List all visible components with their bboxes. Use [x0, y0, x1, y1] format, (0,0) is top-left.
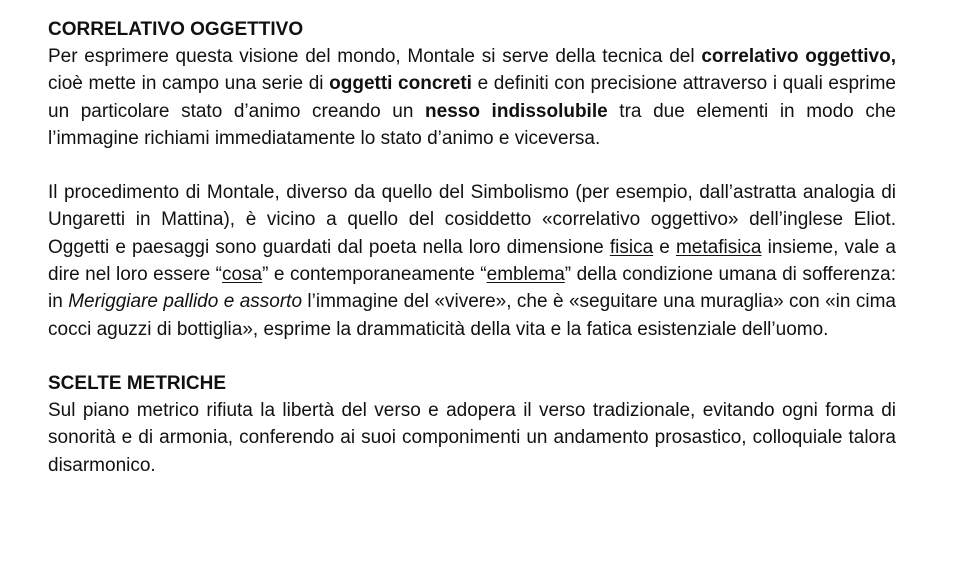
section-heading-metriche: SCELTE METRICHE — [48, 372, 227, 394]
paragraph-procedimento — [48, 179, 896, 343]
paragraph-correlativo-intro — [48, 43, 896, 152]
bold-term-nesso: nesso indissolubile — [425, 100, 608, 122]
bold-term-oggetti: oggetti concreti — [329, 73, 472, 95]
underlined-term-emblema: emblema — [486, 264, 565, 286]
text-run: Il procedimento di Montale, diverso da quello del Simbolismo (per esempio, dall’astratta analogia di Ungaretti in Mattina), è vicino a quello del cosiddetto «correlativo oggettivo» dell’inglese Eliot. Oggetti e paesaggi sono guardati dal poeta nella loro dimensione — [48, 182, 896, 258]
underlined-term-metafisica: metafisica — [675, 236, 762, 258]
section-spacer — [48, 343, 896, 370]
underlined-term-fisica: fisica — [609, 236, 654, 258]
text-run: cioè mette in campo una serie di — [48, 73, 330, 95]
text-run: e — [653, 236, 676, 258]
text-run: ” della condizione umana di sofferenza: in — [48, 264, 897, 313]
text-run: tra due elementi in modo che l’immagine richiami immediatamente lo stato d’animo e viceversa. — [48, 100, 896, 149]
text-run: e definiti con precisione attraverso i quali esprime un particolare stato d’animo creando un — [48, 73, 896, 122]
text-run: Per esprimere questa visione del mondo, Montale si serve della tecnica del — [48, 46, 702, 67]
underlined-term-cosa: cosa — [221, 264, 263, 286]
text-run: ” e contemporaneamente “ — [262, 264, 487, 286]
text-run: l’immagine del «vivere», che è «seguitare una muraglia» con «in cima cocci aguzzi di bottiglia», esprime la drammaticità della vita e la fatica esistenziale dell’uomo. — [48, 291, 896, 340]
bold-term-correlativo: correlativo oggettivo, — [701, 46, 897, 67]
paragraph-spacer — [48, 152, 896, 179]
italic-poem-title: Meriggiare pallido e assorto — [68, 291, 303, 313]
section-heading-correlativo: CORRELATIVO OGGETTIVO — [48, 19, 304, 40]
document-page — [48, 16, 896, 479]
text-run: insieme, vale a dire nel loro essere “ — [48, 236, 896, 286]
paragraph-metriche: Sul piano metrico rifiuta la libertà del verso e adopera il verso tradizionale, evitando ogni forma di sonorità e di armonia, conferendo ai suoi componimenti un andamento prosastico, colloquiale talora disarmonico. — [48, 399, 896, 476]
